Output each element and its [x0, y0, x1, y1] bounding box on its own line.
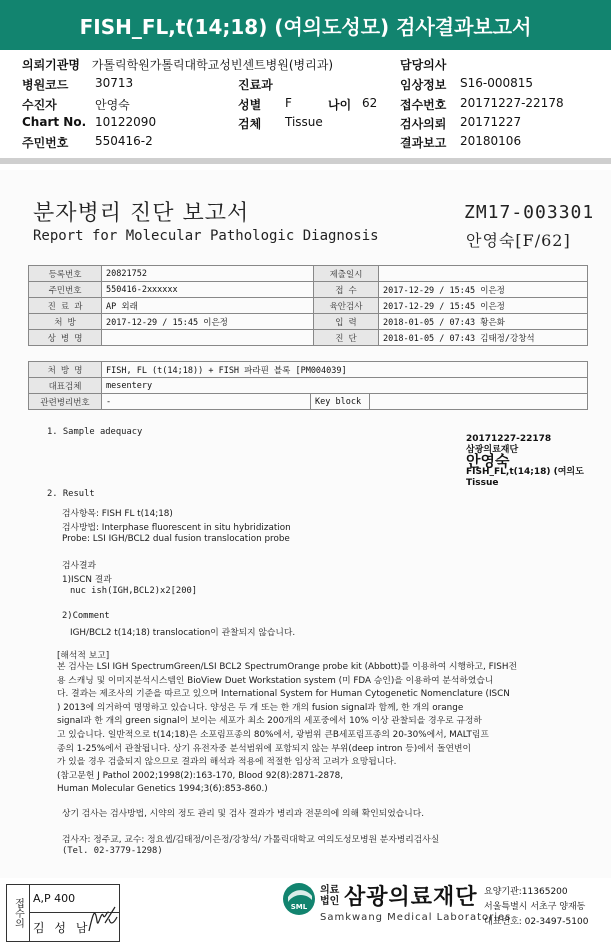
rep-label: 결과보고 [400, 136, 447, 150]
interp-line: 가 있을 경우 검출되지 않으므로 결과의 해석과 적용에 적절한 임상적 고려가 요망됩니다. [57, 757, 397, 768]
recv-value: 20171227-22178 [460, 96, 564, 110]
key-label: Key block [311, 394, 370, 410]
sex-label: 성별 [238, 98, 262, 112]
age-value: 62 [362, 96, 378, 110]
disease [102, 330, 314, 346]
examiners: 검사자: 정주교, 교수: 정요셉/김태정/이은정/강창석/ 가톨릭대학교 여의도성모병원 분자병리검사실 [62, 835, 440, 845]
sex-value: F [285, 96, 292, 110]
interp-line: 본 검사는 LSI IGH SpectrumGreen/LSI BCL2 SpectrumOrange probe kit (Abbott)를 이용하여 시행하고, FISH전 [57, 662, 517, 672]
result-head: 검사결과 [62, 561, 96, 571]
stamp-line4: FISH_FL,t(14;18) (여의도 [466, 467, 584, 477]
chart-label: Chart No. [22, 115, 87, 129]
stamp-line5: Tissue [466, 478, 499, 488]
entry: 2018-01-05 / 07:43 황은화 [379, 314, 588, 330]
grossing-label: 육안검사 [314, 298, 379, 314]
interp-line: Human Molecular Genetics 1994;3(6):853-860.) [57, 784, 268, 795]
patient-value: 안영숙 [95, 98, 130, 112]
interp-line: 용 스캐닝 및 이미지분석시스템인 BioView Duet Workstation system (미 FDA 승인)을 이용하여 분석하였습니 [57, 675, 494, 686]
entry-label: 입 력 [314, 314, 379, 330]
submit-label: 제출일시 [314, 266, 379, 282]
sml-logo-icon [282, 882, 316, 916]
stamp-name: 안영숙 [466, 452, 510, 470]
report-number: ZM17-003301 [464, 202, 595, 223]
section-sample-adequacy: 1. Sample adequacy [47, 427, 143, 437]
brand-small [320, 885, 339, 907]
accept: 2017-12-29 / 15:45 이은정 [379, 282, 588, 298]
iscn-result: nuc ish(IGH,BCL2)x2[200] [70, 586, 198, 596]
info-table-2 [28, 361, 588, 410]
confirmation: 상기 검사는 검사방법, 시약의 정도 관리 및 검사 결과가 병리과 전문의에 의해 확인되었습니다. [62, 809, 425, 819]
chart-value: 10122090 [95, 115, 157, 129]
path-label: 관련병리번호 [29, 394, 102, 410]
stamp-line2: 삼광의료재단 [466, 445, 519, 455]
rx: FISH, FL (t(14;18)) + FISH 파라핀 블록 [PM004039] [102, 362, 588, 378]
age-label: 나이 [328, 98, 352, 112]
specimen-stamp [466, 434, 584, 489]
clin-value: S16-000815 [460, 76, 534, 90]
interp-line: ) 2013에 의거하여 명명하고 있습니다. 양성은 두 개 또는 한 개의 fusion signal과 함께, 한 개의 orange [57, 702, 464, 713]
org-label: 의뢰기관명 [22, 58, 80, 72]
reg-no: 20821752 [102, 266, 314, 282]
ap-number: A,P 400 [33, 892, 76, 905]
header-row-org [22, 56, 333, 73]
stamp-line1: 20171227-22178 [466, 434, 552, 444]
spec-value: Tissue [285, 115, 323, 129]
report-title-bar [0, 0, 611, 50]
submit [379, 266, 588, 282]
diag: 2018-01-05 / 07:43 김태정/강창석 [379, 330, 588, 346]
hospcode-value: 30713 [95, 76, 134, 90]
rrn-value: 550416-2 [95, 134, 153, 148]
req-label: 검사의뢰 [400, 117, 447, 131]
receptionist-vlabel: 접수의 [7, 885, 30, 941]
interp-line: (참고문헌 J Pathol 2002;1998(2):163-170, Blood 92(8):2871-2878, [57, 770, 344, 781]
report-patient: 안영숙[F/62] [466, 231, 571, 250]
dept-label: 진료과 [238, 78, 273, 92]
header-doctor [400, 56, 446, 73]
contact-phone: 대표번호: 02-3497-5100 [484, 917, 589, 927]
report-title-ko: 분자병리 진단 보고서 [33, 201, 250, 226]
req-value: 20171227 [460, 115, 522, 129]
receptionist-name: 김 성 남 [33, 921, 91, 935]
comment: IGH/BCL2 t(14;18) translocation이 관찰되지 않습니다. [70, 628, 296, 638]
dept-table: AP 외래 [102, 298, 314, 314]
contact-code: 요양기관:11365200 [484, 887, 568, 897]
rrn-label-table: 주민번호 [29, 282, 102, 298]
report-title: FISH_FL,t(14;18) (여의도성모) 검사결과보고서 [79, 14, 532, 39]
test-method: 검사방법: Interphase fluorescent in situ hybridization [62, 523, 291, 533]
comment-head: 2)Comment [62, 611, 110, 621]
diag-label: 진 단 [314, 330, 379, 346]
brand-english: Samkwang Medical Laboratories [320, 912, 512, 923]
doctor-label: 담당의사 [400, 58, 447, 72]
recv-label: 접수번호 [400, 98, 447, 112]
receptionist-box [6, 884, 120, 942]
section-result: 2. Result [47, 489, 95, 499]
test-probe: Probe: LSI IGH/BCL2 dual fusion translocation probe [62, 534, 290, 544]
interp-line: signal과 한 개의 green signal이 보이는 세포가 최소 200개의 세포중에서 10% 이상 관찰되을 경우로 규정하 [57, 716, 482, 727]
path: - [102, 394, 311, 410]
brand-small1: 의료 [320, 885, 340, 896]
hospcode-label: 병원코드 [22, 78, 69, 92]
key [370, 394, 588, 410]
order-label: 처 방 [29, 314, 102, 330]
patient-label: 수진자 [22, 98, 57, 112]
divider [0, 158, 611, 164]
organ: mesentery [102, 378, 588, 394]
order: 2017-12-29 / 15:45 이은정 [102, 314, 314, 330]
rep-value: 20180106 [460, 134, 522, 148]
reg-no-label: 등록번호 [29, 266, 102, 282]
organ-label: 대표검체 [29, 378, 102, 394]
grossing: 2017-12-29 / 15:45 이은정 [379, 298, 588, 314]
brand-name: 삼광의료재단 [344, 885, 478, 910]
lab-phone: (Tel. 02-3779-1298) [62, 846, 163, 856]
dept-label-table: 진 료 과 [29, 298, 102, 314]
spec-label: 검체 [238, 117, 262, 131]
rrn-table: 550416-2xxxxxx [102, 282, 314, 298]
header-hospcode [22, 76, 68, 93]
interp-line: 다. 결과는 제조사의 기준을 따르고 있으며 International System for Human Cytogenetic Nomenclature (ISCN [57, 689, 510, 700]
rrn-label: 주민번호 [22, 136, 69, 150]
signature-icon [85, 903, 119, 937]
disease-label: 상 병 명 [29, 330, 102, 346]
interp-head: [해석적 보고] [57, 651, 110, 661]
info-table [28, 265, 588, 346]
footer [0, 878, 611, 946]
interpretation [57, 661, 587, 797]
brand-small2: 법인 [320, 896, 340, 907]
rx-label: 처 방 명 [29, 362, 102, 378]
accept-label: 접 수 [314, 282, 379, 298]
report-title-en: Report for Molecular Pathologic Diagnosis [33, 228, 379, 244]
org-value: 가톨릭학원가톨릭대학교성빈센트병원(병리과) [91, 58, 334, 72]
iscn-head: 1)ISCN 결과 [62, 575, 112, 585]
clin-label: 임상정보 [400, 78, 447, 92]
interp-line: 종의 1-25%에서 관찰됩니다. 상기 유전자중 분석범위에 포함되지 않는 부위(deep intron 등)에서 돌연변이 [57, 743, 472, 754]
logo-text: SML [290, 903, 308, 911]
interp-line: 고 있습니다. 일반적으로 t(14;18)은 소포림프종의 80%에서, 광범위 큰B세포림프종의 20-30%에서, MALT림프 [57, 729, 489, 740]
contact-address: 서울특별시 서초구 양재동 [484, 902, 586, 912]
test-item: 검사항목: FISH FL t(14;18) [62, 509, 173, 519]
